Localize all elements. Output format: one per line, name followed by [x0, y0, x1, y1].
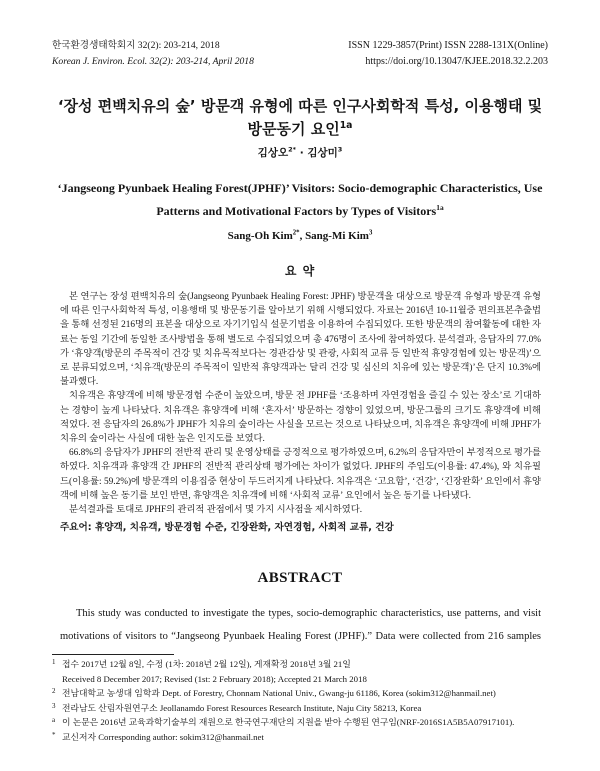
abstract-ko-paragraph: 치유객은 휴양객에 비해 방문경험 수준이 높았으며, 방문 전 JPHF를 ‘조용하며 자연경험을 즐길 수 있는 장소’로 기대하는 경향이 높게 나타났다. 치유객은 휴양객에 비해 ‘혼자서’ 방문하는 경향이 있었으며, 방문그룹의 크기도 휴양객에 비해 적었다. 전 응답자의 26.8%가 JPHF가 치유의 숲이라는 사실을 모르는 것으로 나타났으며, 치유객은 휴양객에 비해 JPHF가 치유의 숲이라는 사실에 대한 높은 인지도를 보였다.: [60, 391, 541, 445]
author-affiliation-mark: 2*: [288, 145, 297, 154]
author-list-ko: [50, 146, 550, 160]
paper-title-en: [50, 177, 550, 223]
footnote-text: 교신저자 Corresponding author: sokim312@hanmail.net: [62, 731, 264, 742]
footnote-item: [52, 715, 548, 730]
footnote-mark: *: [52, 730, 56, 739]
footnote-divider: [52, 654, 174, 655]
keywords-label: 주요어:: [60, 522, 92, 533]
journal-citation-ko: 한국환경생태학회지 32(2): 203-214, 2018: [52, 40, 220, 51]
abstract-en-heading: ABSTRACT: [257, 570, 343, 586]
author-name: 김상오: [257, 147, 289, 159]
footnote-text: 이 논문은 2016년 교육과학기술부의 재원으로 한국연구재단의 지원을 받아 수행된 연구임(NRF-2016S1A5B5A07917101).: [62, 717, 515, 727]
abstract-ko-paragraph: 66.8%의 응답자가 JPHF의 전반적 관리 및 운영상태를 긍정적으로 평가하였으며, 6.2%의 응답자만이 부정적으로 평가를 하였다. 치유객과 휴양객 간 JPHF의 전반적 관리상태 평가에는 차이가 없었다. JPHF의 주임도(이용률: 47.4%), 와 치유필드(이용률: 59.2%)에 방문객의 이용집중 현상이 두드러지게 나타났다. 치유객은 ‘고요함’, ‘건강’, ‘긴장완화’ 요인에서 휴양객에 비해 높은 동기를 보인 반면, 휴양객은 치유객에 비해 ‘사회적 교류’ 요인에서 높은 동기를 나타냈다.: [60, 448, 541, 501]
abstract-ko-body: [60, 290, 541, 517]
footnote-mark: a: [52, 716, 56, 724]
author-list-en: [50, 229, 550, 243]
abstract-en-body: This study was conducted to investigate the types, socio-demographic characteristics, use patterns, and visit motivations of visitors to “Jangseong Pyunbaek Healing Forest (JPHF).” Data were collected from 216 samples: [60, 608, 541, 642]
keywords: [60, 521, 541, 535]
author-affiliation-mark: 2*: [292, 229, 300, 237]
author-affiliation-mark: 3: [337, 145, 343, 154]
abstract-ko-heading: 요 약: [284, 264, 316, 278]
author-name: 김상미: [307, 147, 338, 159]
paper-title-ko: [50, 95, 550, 141]
footnote-item: [52, 730, 548, 745]
author-name: Sang-Mi Kim: [305, 230, 369, 242]
footnote-item: [52, 686, 548, 701]
issn: ISSN 1229-3857(Print) ISSN 2288-131X(Online): [348, 40, 548, 51]
footnote-mark: 2: [52, 687, 56, 695]
title-en-footnote-mark: 1a: [436, 203, 444, 212]
journal-identifiers: [348, 38, 548, 70]
footnote-text: 전남대학교 농생대 임학과 Dept. of Forestry, Chonnam National Univ., Gwang-ju 61186, Korea (sokim312@hanmail.net): [62, 688, 496, 698]
abstract-ko-paragraph: 본 연구는 장성 편백치유의 숲(Jangseong Pyunbaek Healing Forest: JPHF) 방문객을 대상으로 방문객 유형과 방문객 유형에 따른 인구사회학적 특성, 이용행태 및 방문동기를 알아보기 위해 시행되었다. 자료는 2016년 10-11월중 편의표본추출법을 통해 선정된 216명의 표본을 대상으로 자기기입식 설문기법을 이용하여 수집되었다. 또한 방문객의 참여활동에 대한 자료는 동일 기간에 동일한 조사방법을 통해 별도로 수집되었으며 총 476명이 조사에 참여하였다. 분석결과, 응답자의 77.0%가 ‘휴양객(방문의 주목적이 건강 및 치유목적보다는 경관감상 및 관광, 사회적 교류 등 일반적 휴양경험에 있는 방문객)’으로 분류되었으며, ‘치유객(방문의 주목적이 일반적 휴양객과는 달리 건강 및 심신의 치유에 있는 방문객)’은 단지 10.3%에 불과했다.: [60, 292, 541, 388]
author-name: Sang-Oh Kim: [227, 230, 293, 242]
keywords-list: 휴양객, 치유객, 방문경험 수준, 긴장완화, 자연경험, 사회적 교류, 건강: [94, 522, 394, 533]
title-ko-footnote-mark: 1a: [339, 120, 353, 131]
footnote-mark: 3: [52, 701, 56, 710]
author-separator: ,: [299, 230, 303, 242]
footnote-text: 전라남도 산림자원연구소 Jeollanamdo Forest Resources Research Institute, Naju City 58213, Korea: [62, 702, 422, 713]
running-header: [52, 38, 548, 72]
author-separator: ·: [299, 147, 304, 159]
footnote-text: Received 8 December 2017; Revised (1st: 2 February 2018); Accepted 21 March 2018: [62, 673, 367, 684]
journal-citation: [52, 38, 254, 70]
abstract-ko-paragraph: 분석결과를 토대로 JPHF의 관리적 관점에서 몇 가지 시사점을 제시하였다.: [69, 505, 363, 516]
footnotes: [52, 657, 548, 744]
paper-title-ko-text: ‘장성 편백치유의 숲’ 방문객 유형에 따른 인구사회학적 특성, 이용행태 및 방문동기 요인: [57, 97, 543, 138]
footnote-item: [52, 701, 548, 716]
footnote-mark: 1: [52, 658, 56, 666]
author-affiliation-mark: 3: [368, 229, 373, 237]
footnote-item: [52, 657, 548, 686]
doi-link[interactable]: https://doi.org/10.13047/KJEE.2018.32.2.203: [365, 56, 548, 67]
footnote-text: 접수 2017년 12월 8일, 수정 (1차: 2018년 2월 12일), 게재확정 2018년 3월 21일: [62, 659, 351, 669]
paper-title-en-text: ‘Jangseong Pyunbaek Healing Forest(JPHF)’ Visitors: Socio-demographic Characteristics, Use Patterns and Motivational Factors by Types of Visitors: [57, 181, 543, 218]
journal-citation-en: Korean J. Environ. Ecol. 32(2): 203-214, April 2018: [52, 56, 254, 67]
